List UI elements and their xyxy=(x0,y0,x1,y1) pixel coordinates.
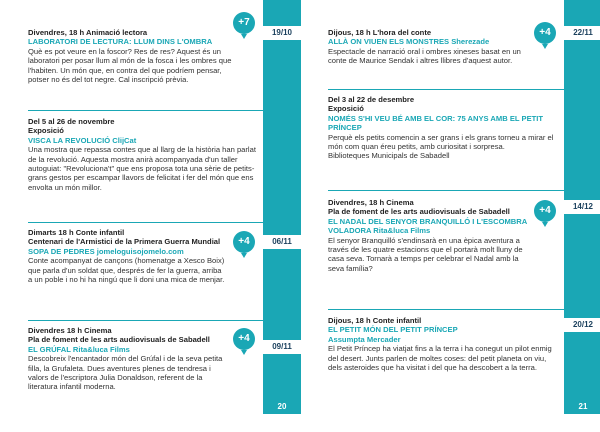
event-subheading: Pla de foment de les arts audiovisuals de Sabadell xyxy=(328,207,510,217)
event-organizer: Biblioteques Municipals de Sabadell xyxy=(328,151,450,161)
age-badge-pointer xyxy=(241,350,247,355)
left-date-bar xyxy=(263,0,301,414)
age-badge: +4 xyxy=(233,231,255,253)
event-subheading: Pla de foment de les arts audiovisuals de Sabadell xyxy=(28,335,210,345)
event-heading: Dijous, 18 h Conte infantil xyxy=(328,316,422,325)
right-page xyxy=(300,0,600,432)
date-tag: 20/12 xyxy=(564,318,600,332)
age-badge: +4 xyxy=(534,200,556,222)
date-tag: 22/11 xyxy=(564,26,600,40)
event-entry xyxy=(28,28,233,84)
event-heading: Dijous, 18 h L'hora del conte xyxy=(328,28,432,37)
divider xyxy=(328,89,564,90)
event-title: ALLÀ ON VIUEN ELS MONSTRES Sherezade xyxy=(328,37,490,47)
age-badge-pointer xyxy=(542,44,548,49)
date-tag: 09/11 xyxy=(263,340,301,354)
date-tag: 06/11 xyxy=(263,235,301,249)
event-subheading: Exposició xyxy=(28,126,64,136)
event-heading: Divendres, 18 h Animació lectora xyxy=(28,28,148,37)
event-entry xyxy=(328,198,528,273)
event-description: Espectacle de narració oral i ombres xineses basat en un conte de Maurice Sendak i altres llibres d'aquest autor. xyxy=(328,46,521,66)
event-description: Què es pot veure en la foscor? Res de res? Aquest és un laboratori per posar llum al món de la fosca i les ombres que l'habiten. Un món que, en contra del que podríem pensar, potser no és del tot negre. Cal inscripció prèvia. xyxy=(28,46,232,85)
event-heading: Dimarts 18 h Conte infantil xyxy=(28,228,125,237)
event-title: NOMÉS S'HI VEU BÉ AMB EL COR: 75 ANYS AMB EL PETIT PRÍNCEP xyxy=(328,113,544,133)
divider xyxy=(28,110,264,111)
age-badge: +7 xyxy=(233,12,255,34)
age-badge: +4 xyxy=(233,328,255,350)
divider xyxy=(28,320,264,321)
age-badge: +4 xyxy=(534,22,556,44)
event-description: El senyor Branquilló s'endinsarà en una èpica aventura a través de les quatre estacions que el portarà molt lluny de casa seva. Tornarà a temps per celebrar el Nadal amb la seva família? xyxy=(328,235,523,273)
event-description: Descobreix l'encantador món del Grúfal i de la seva petita filla, la Grufaleta. Dues aventures plenes de tendresa i valors de l'escriptora Julia Donaldson, referent de la literatura infantil moderna. xyxy=(28,354,223,392)
event-heading: Del 3 al 22 de desembre xyxy=(328,95,415,104)
event-entry xyxy=(28,228,226,284)
event-title: LABORATORI DE LECTURA: LLUM DINS L'OMBRA xyxy=(28,37,213,47)
event-entry xyxy=(328,95,558,161)
page-number: 20 xyxy=(277,402,287,411)
event-entry xyxy=(28,326,228,392)
right-date-bar xyxy=(564,0,600,414)
divider xyxy=(328,309,564,310)
event-title: EL GRÚFAL Rita&luca Films xyxy=(28,344,130,354)
event-performer: Assumpta Mercader xyxy=(328,334,401,344)
event-title: SOPA DE PEDRES jomeloguisojomelo.com xyxy=(28,246,184,256)
divider xyxy=(28,222,264,223)
event-description: Una mostra que repassa contes que al llarg de la història han parlat de la revolució. Aquesta mostra anirà acompanyada d'un taller autoguiat: "Revoluciona't" que ens proposa tota una sèrie de petits-grans gestos per escampar llavors de felicitat i fer del món que ens envolta un món millor. xyxy=(28,145,256,192)
divider xyxy=(328,190,564,191)
event-description: Perquè els petits comencin a ser grans i els grans torneu a mirar el món com quan éreu petits, amb curiositat i sorpresa. xyxy=(328,132,554,152)
event-subheading: Exposició xyxy=(328,104,364,114)
event-entry xyxy=(328,316,558,372)
event-title: EL PETIT MÓN DEL PETIT PRÍNCEP xyxy=(328,325,458,335)
event-heading: Divendres, 18 h Cinema xyxy=(328,198,414,207)
event-description: Conte acompanyat de cançons (homenatge a Xesco Boix) que parla d'un soldat que, després de fer la guerra, arriba a un poble i no hi ha ningú que li doni una mica de menjar. xyxy=(28,256,225,285)
event-heading: Del 5 al 26 de novembre xyxy=(28,117,115,126)
event-heading: Divendres 18 h Cinema xyxy=(28,326,112,335)
event-subheading: Centenari de l'Armistici de la Primera Guerra Mundial xyxy=(28,237,221,247)
event-title: EL NADAL DEL SENYOR BRANQUILLÓ I L'ESCOMBRA VOLADORA Rita&luca Films xyxy=(328,216,527,236)
event-entry xyxy=(28,117,260,192)
date-tag: 19/10 xyxy=(263,26,301,40)
age-badge-pointer xyxy=(241,34,247,39)
age-badge-pointer xyxy=(241,253,247,258)
event-title: VISCA LA REVOLUCIÓ ClijCat xyxy=(28,135,137,145)
event-description: El Petit Príncep ha viatjat fins a la terra i ha conegut un pilot enmig del desert. Junts parlen de moltes coses: del petit planeta on viu, dels asteroides que ha visitat i del que ha descobert a la terra. xyxy=(328,344,552,373)
page-number: 21 xyxy=(578,402,588,411)
age-badge-pointer xyxy=(542,222,548,227)
event-entry xyxy=(328,28,528,66)
date-tag: 14/12 xyxy=(564,200,600,214)
